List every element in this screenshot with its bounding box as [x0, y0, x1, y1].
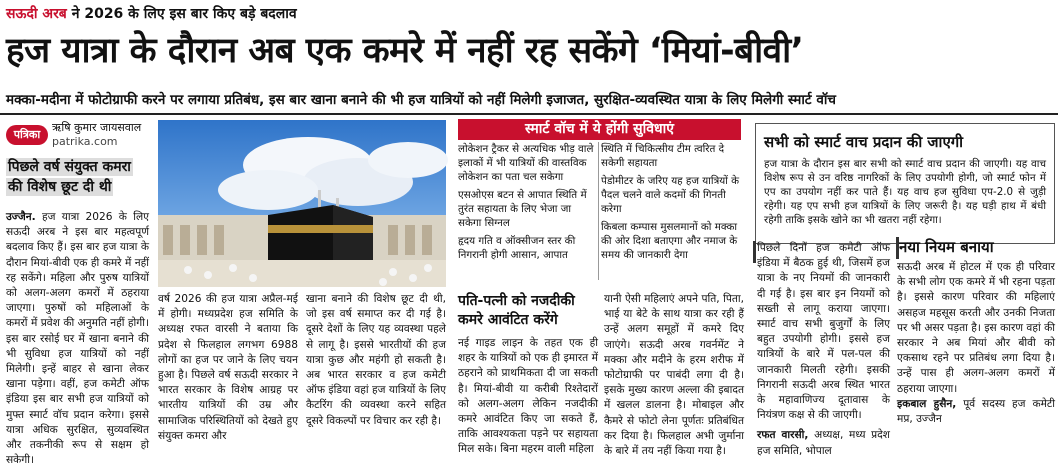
- headline: हज यात्रा के दौरान अब एक कमरे में नहीं रह सकेंगे ‘मियां-बीवी’: [6, 31, 804, 71]
- dateline: उज्जैन.: [6, 211, 36, 223]
- feature-item: स्थिति में चिकित्सीय टीम त्वरित दे सकेगी सहायता: [601, 143, 725, 169]
- column-divider: [598, 142, 599, 280]
- kicker: [6, 4, 297, 23]
- byline: [52, 121, 141, 149]
- quote-hussain: [897, 260, 1055, 450]
- smartwatch-box-title: सभी को स्मार्ट वाच प्रदान की जाएगी: [764, 133, 964, 151]
- naya-niyam-heading: नया नियम बनाया: [899, 238, 994, 256]
- divider: [0, 113, 1058, 115]
- quote-author: इकबाल हुसैन,: [897, 397, 957, 410]
- smartwatch-features-left: [458, 142, 596, 266]
- column-1-text: हज यात्रा 2026 के लिए सऊदी अरब ने इस बार महत्वपूर्ण बदलाव किए हैं। इस बार हज यात्रा के दौरान मियां-बीवी एक ही कमरे में नहीं रह सकेंगे। महिला और पुरुष यात्रियों को अलग-अलग कमरों में ठहराया जाएगा। पुरुषों को महिलाओं के कमरों में प्रवेश की अनुमति नहीं होगी। इस बार रसोई घर में खाना बनाने की भी सुविधा हज यात्रियों को नहीं मिलेगी। इन्हें बाहर से खाना लेकर खाना पड़ेगा। वहीं, हज कमेटी ऑफ इंडिया इस बार सभी हज यात्रियों को मुफ्त स्मार्ट वॉच प्रदान करेगा। इससे यात्रा अधिक सुरक्षित, सुव्यवस्थित और तकनीकी रूप से सक्षम हो सकेगी।: [6, 211, 149, 467]
- article-column-1: [6, 210, 149, 467]
- site-link[interactable]: patrika.com: [52, 135, 118, 148]
- feature-item: पेडोमीटर के जरिए यह हज यात्रियों के पैदल चलने वाले कदमों की गिनती करेगा: [601, 175, 740, 215]
- feature-item: एसओएस बटन से आपात स्थिति में तुरंत सहायता के लिए भेजा जा सकेगा सिग्नल: [458, 189, 587, 229]
- subheadline: मक्का-मदीना में फोटोग्राफी करने पर लगाया प्रतिबंध, इस बार खाना बनाने की भी हज यात्रियों को नहीं मिलेगी इजाजत, सुरक्षित-व्यवस्थित यात्रा के लिए मिलेगी स्मार्ट वॉच: [6, 92, 836, 108]
- article-column-2: वर्ष 2026 की हज यात्रा अप्रैल-मई में होगी। मध्यप्रदेश हज समिति के अध्यक्ष रफत वारसी ने बताया कि प्रदेश से फिलहाल लगभग 6988 लोगों का हज पर जाने के लिए चयन हुआ है। पिछले वर्ष सऊदी सरकार ने भारत सरकार के विशेष आग्रह पर भारतीय यात्रियों की उम्र और सामाजिक परिस्थितियों को देखते हुए संयुक्त कमरा और: [158, 293, 298, 442]
- smartwatch-features-right: [601, 142, 741, 266]
- quote-author: रफत वारसी,: [757, 429, 809, 442]
- quote-author-role: पूर्व सदस्य हज कमेटी मप्र, उज्जैन: [897, 397, 1055, 426]
- author-name: ऋषि कुमार जायसवाल: [52, 121, 142, 134]
- feature-item: लोकेशन ट्रैकर से अत्यधिक भीड़ वाले इलाकों में भी यात्रियों की वास्तविक लोकेशन का पता चल सकेगा: [458, 143, 594, 183]
- quote-text: सऊदी अरब में होटल में एक ही परिवार के सभी लोग एक कमरे में भी रहना पड़ता है। इससे कारण परिवार की महिलाएं असहज महसूस करती और उनकी निजता पर भी असर पड़ता है। इस कारण वहां की सरकार ने अब मियां और बीवी को एकसाथ रहने पर प्रतिबंध लगा दिया है। उन्हें पास ही अलग-अलग कमरों में ठहराया जाएगा।: [897, 261, 1055, 395]
- box-title-text: पिछले वर्ष संयुक्त कमरा की विशेष छूट दी थी: [8, 159, 131, 195]
- pati-patni-heading: पति-पत्नी को नजदीकी कमरे आवंटित करेंगे: [458, 293, 575, 328]
- quote-text: पिछले दिनों हज कमेटी ऑफ इंडिया में बैठक हुई थी, जिसमें हज यात्रा के नए नियमों की जानकारी दी गई है। इस बार इन नियमों को सख्ती से लागू कराया जाएगा। स्मार्ट वाच सभी बुजुर्गों के लिए बहुत उपयोगी होगी। इससे हज यात्रियों के बारे में पल-पल की जानकारी मिलती रहेगी। इसकी निगरानी सऊदी अरब स्थित भारत के महावाणिज्य दूतावास के नियंत्रण कक्ष से की जाएगी।: [757, 242, 890, 422]
- article-column-3: खाना बनाने की विशेष छूट दी थी, जो इस वर्ष समाप्त कर दी गई है। दूसरे देशों के लिए यह व्यवस्था पहले से लागू है। इससे भारतीयों की हज यात्रा कुछ और महंगी हो सकती है। अब भारत सरकार व हज कमेटी ऑफ इंडिया वहां हज यात्रियों के लिए कैटरिंग की व्यवस्था करने सहित दूसरे विकल्पों पर विचार कर रही है।: [306, 293, 446, 427]
- feature-item: हृदय गति व ऑक्सीजन स्तर की निगरानी होगी आसान, आपात: [458, 235, 576, 261]
- box-title: [6, 157, 146, 197]
- feature-item: किबला कम्पास मुसलमानों को मक्का की ओर दिशा बताएगा और नमाज के समय की जानकारी देगा: [601, 221, 738, 261]
- kicker-text: ने 2026 के लिए इस बार किए बड़े बदलाव: [71, 6, 297, 22]
- kaaba-image-icon: [158, 120, 446, 287]
- kaaba-photo: [158, 120, 446, 287]
- quote-author-role: अध्यक्ष, मध्य प्रदेश हज समिति, भोपाल: [757, 429, 891, 457]
- smartwatch-features-title: स्मार्ट वॉच में ये होंगी सुविधाएं: [458, 119, 741, 140]
- patrika-logo: पत्रिका: [6, 125, 48, 145]
- quote-bar: [753, 241, 756, 263]
- quote-signature: [757, 428, 890, 458]
- article-column-4: नई गाइड लाइन के तहत एक ही शहर के यात्रियों को एक ही इमारत में ठहराने को प्राथमिकता दी जा सकती है। मियां-बीवी या करीबी रिश्तेदारों को अलग-अलग लेकिन नजदीकी कमरे आवंटित किए जा सकते हैं, ताकि आवश्यकता पड़ने पर सहायता मिल सके। बिना महरम वाली महिला: [458, 337, 598, 456]
- article-column-5: यानी ऐसी महिलाएं अपने पति, पिता, भाई या बेटे के साथ यात्रा कर रही हैं उन्हें अलग समूहों में कमरे दिए जाएंगे। सऊदी अरब गवर्नमेंट ने मक्का और मदीने के हरम शरीफ में फोटोग्राफी पर पाबंदी लगा दी है। इसके मुख्य कारण अल्ला की इबादत में खलल डालना है। मोबाइल और कैमरे से फोटो लेना पूर्णतः प्रतिबंधित कर दिया है। फिलहाल अभी जुर्माना के बारे में तय नहीं किया गया है।: [604, 293, 744, 458]
- kicker-place: सऊदी अरब: [6, 6, 67, 22]
- quote-signature: [897, 397, 1055, 427]
- quote-warsi: [757, 241, 891, 457]
- smartwatch-box-text: हज यात्रा के दौरान इस बार सभी को स्मार्ट वाच प्रदान की जाएगी। यह वाच विशेष रूप से उन वरिष्ठ नागरिकों के लिए उपयोगी होगी, जो स्मार्ट फोन में एप का उपयोग नहीं कर पाते हैं। यह वाच हज सुविधा एप-2.0 से जुड़ी रहेगी। यह एप सभी हज यात्रियों के लिए जरूरी है। यह घड़ी हाथ में बंधी रहेगी ताकि इसके खोने का भी खतरा नहीं रहेगा।: [764, 158, 1046, 226]
